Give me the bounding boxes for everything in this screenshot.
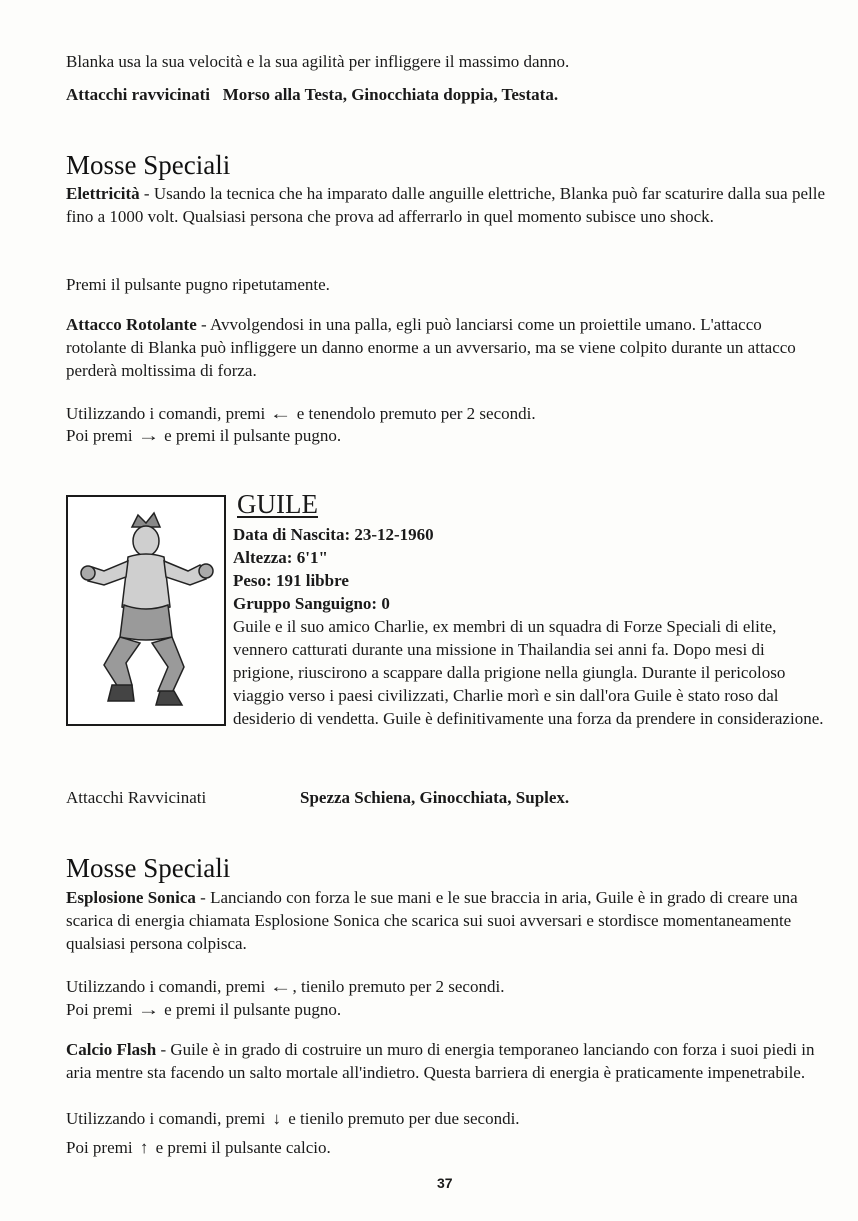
close-attacks-value: Spezza Schiena, Ginocchiata, Suplex.: [300, 788, 570, 807]
close-attacks-label: Attacchi Ravvicinati: [66, 788, 207, 807]
move-description: Avvolgendosi in una palla, egli può lanciarsi come un proiettile umano. L'attacco rotolante di Blanka può infliggere un danno enorme a un avversario, ma se viene colpito durante un attacco perderà moltissima di forza.: [66, 315, 796, 380]
move-flash-kick: Calcio Flash - Guile è in grado di costruire un muro di energia temporaneo lanciando con forza i suoi piedi in aria mentre sta facendo un salto mortale all'indietro. Questa barriera di energia è praticamente impenetrabile.: [66, 1040, 815, 1082]
guile-portrait: [66, 495, 226, 726]
blanka-intro: Blanka usa la sua velocità e la sua agilità per infliggere il massimo danno.: [66, 52, 570, 71]
weight: Peso: 191 libbre: [233, 571, 349, 590]
move-command: Utilizzando i comandi, premi ←, tienilo premuto per 2 secondi.: [66, 977, 505, 996]
blood-type: Gruppo Sanguigno: 0: [233, 594, 390, 613]
move-name: Elettricità: [66, 184, 140, 203]
move-name: Calcio Flash: [66, 1040, 157, 1059]
move-description: Guile è in grado di costruire un muro di energia temporaneo lanciando con forza i suoi piedi in aria mentre sta facendo un salto mortale all'indietro. Questa barriera di energia è praticamente impenetrabile.: [66, 1040, 815, 1082]
arrow-up-icon: ↑: [139, 1138, 149, 1157]
move-electricity: Elettricità - Usando la tecnica che ha imparato dalle anguille elettriche, Blanka può far scaturire dalla sua pelle fino a 1000 volt. Qualsiasi persona che prova ad afferrarlo in quel momento subisce uno shock.: [66, 184, 826, 226]
move-description: Usando la tecnica che ha imparato dalle anguille elettriche, Blanka può far scaturire dalla sua pelle fino a 1000 volt. Qualsiasi persona che prova ad afferrarlo in quel momento subisce uno shock.: [66, 184, 826, 226]
move-command: Poi premi → e premi il pulsante pugno.: [66, 1000, 342, 1019]
arrow-left-icon: ←: [269, 404, 293, 423]
move-command: Utilizzando i comandi, premi ← e tenendolo premuto per 2 secondi.: [66, 404, 536, 423]
arrow-left-icon: ←: [269, 977, 293, 996]
move-command: Poi premi ↑ e premi il pulsante calcio.: [66, 1138, 331, 1157]
section-heading: Mosse Speciali: [66, 853, 231, 883]
move-command: Premi il pulsante pugno ripetutamente.: [66, 275, 330, 294]
arrow-right-icon: →: [137, 426, 160, 445]
page-number: 37: [437, 1175, 453, 1191]
move-name: Esplosione Sonica: [66, 888, 196, 907]
arrow-right-icon: →: [137, 1000, 160, 1019]
close-attacks-value: Morso alla Testa, Ginocchiata doppia, Testata.: [222, 85, 559, 104]
birth-date: Data di Nascita: 23-12-1960: [233, 525, 434, 544]
height: Altezza: 6'1": [233, 548, 328, 567]
close-attacks-label: Attacchi ravvicinati: [66, 85, 210, 104]
move-command: Poi premi → e premi il pulsante pugno.: [66, 426, 342, 445]
character-name: GUILE: [237, 489, 318, 519]
move-command: Utilizzando i comandi, premi ↓ e tienilo premuto per due secondi.: [66, 1109, 520, 1128]
move-description: Lanciando con forza le sue mani e le sue braccia in aria, Guile è in grado di creare una scarica di energia chiamata Esplosione Sonica che scarica sui suoi avversari e stordisce momentaneamente qualsiasi persona colpisca.: [66, 888, 798, 953]
fighter-illustration: [68, 497, 224, 724]
move-name: Attacco Rotolante: [66, 315, 197, 334]
move-rolling-attack: Attacco Rotolante - Avvolgendosi in una palla, egli può lanciarsi come un proiettile umano. L'attacco rotolante di Blanka può infliggere un danno enorme a un avversario, ma se viene colpito durante un attacco perderà moltissima di forza.: [66, 315, 796, 380]
blanka-close-attacks: [66, 83, 558, 106]
character-bio: Guile e il suo amico Charlie, ex membri di un squadra di Forze Speciali di elite, vennero catturati durante una missione in Thailandia sei anni fa. Dopo mesi di prigione, riuscirono a scappare dalla prigione nella giungla. Durante il pericoloso viaggio verso i paesi civilizzati, Charlie morì e sin dall'ora Guile è stato roso dal desiderio di vendetta. Guile è definitivamente una forza da prendere in considerazione.: [233, 617, 824, 728]
move-sonic-boom: Esplosione Sonica - Lanciando con forza le sue mani e le sue braccia in aria, Guile è in grado di creare una scarica di energia chiamata Esplosione Sonica che scarica sui suoi avversari e stordisce momentaneamente qualsiasi persona colpisca.: [66, 888, 798, 953]
section-heading: Mosse Speciali: [66, 150, 231, 180]
arrow-down-icon: ↓: [272, 1109, 281, 1128]
